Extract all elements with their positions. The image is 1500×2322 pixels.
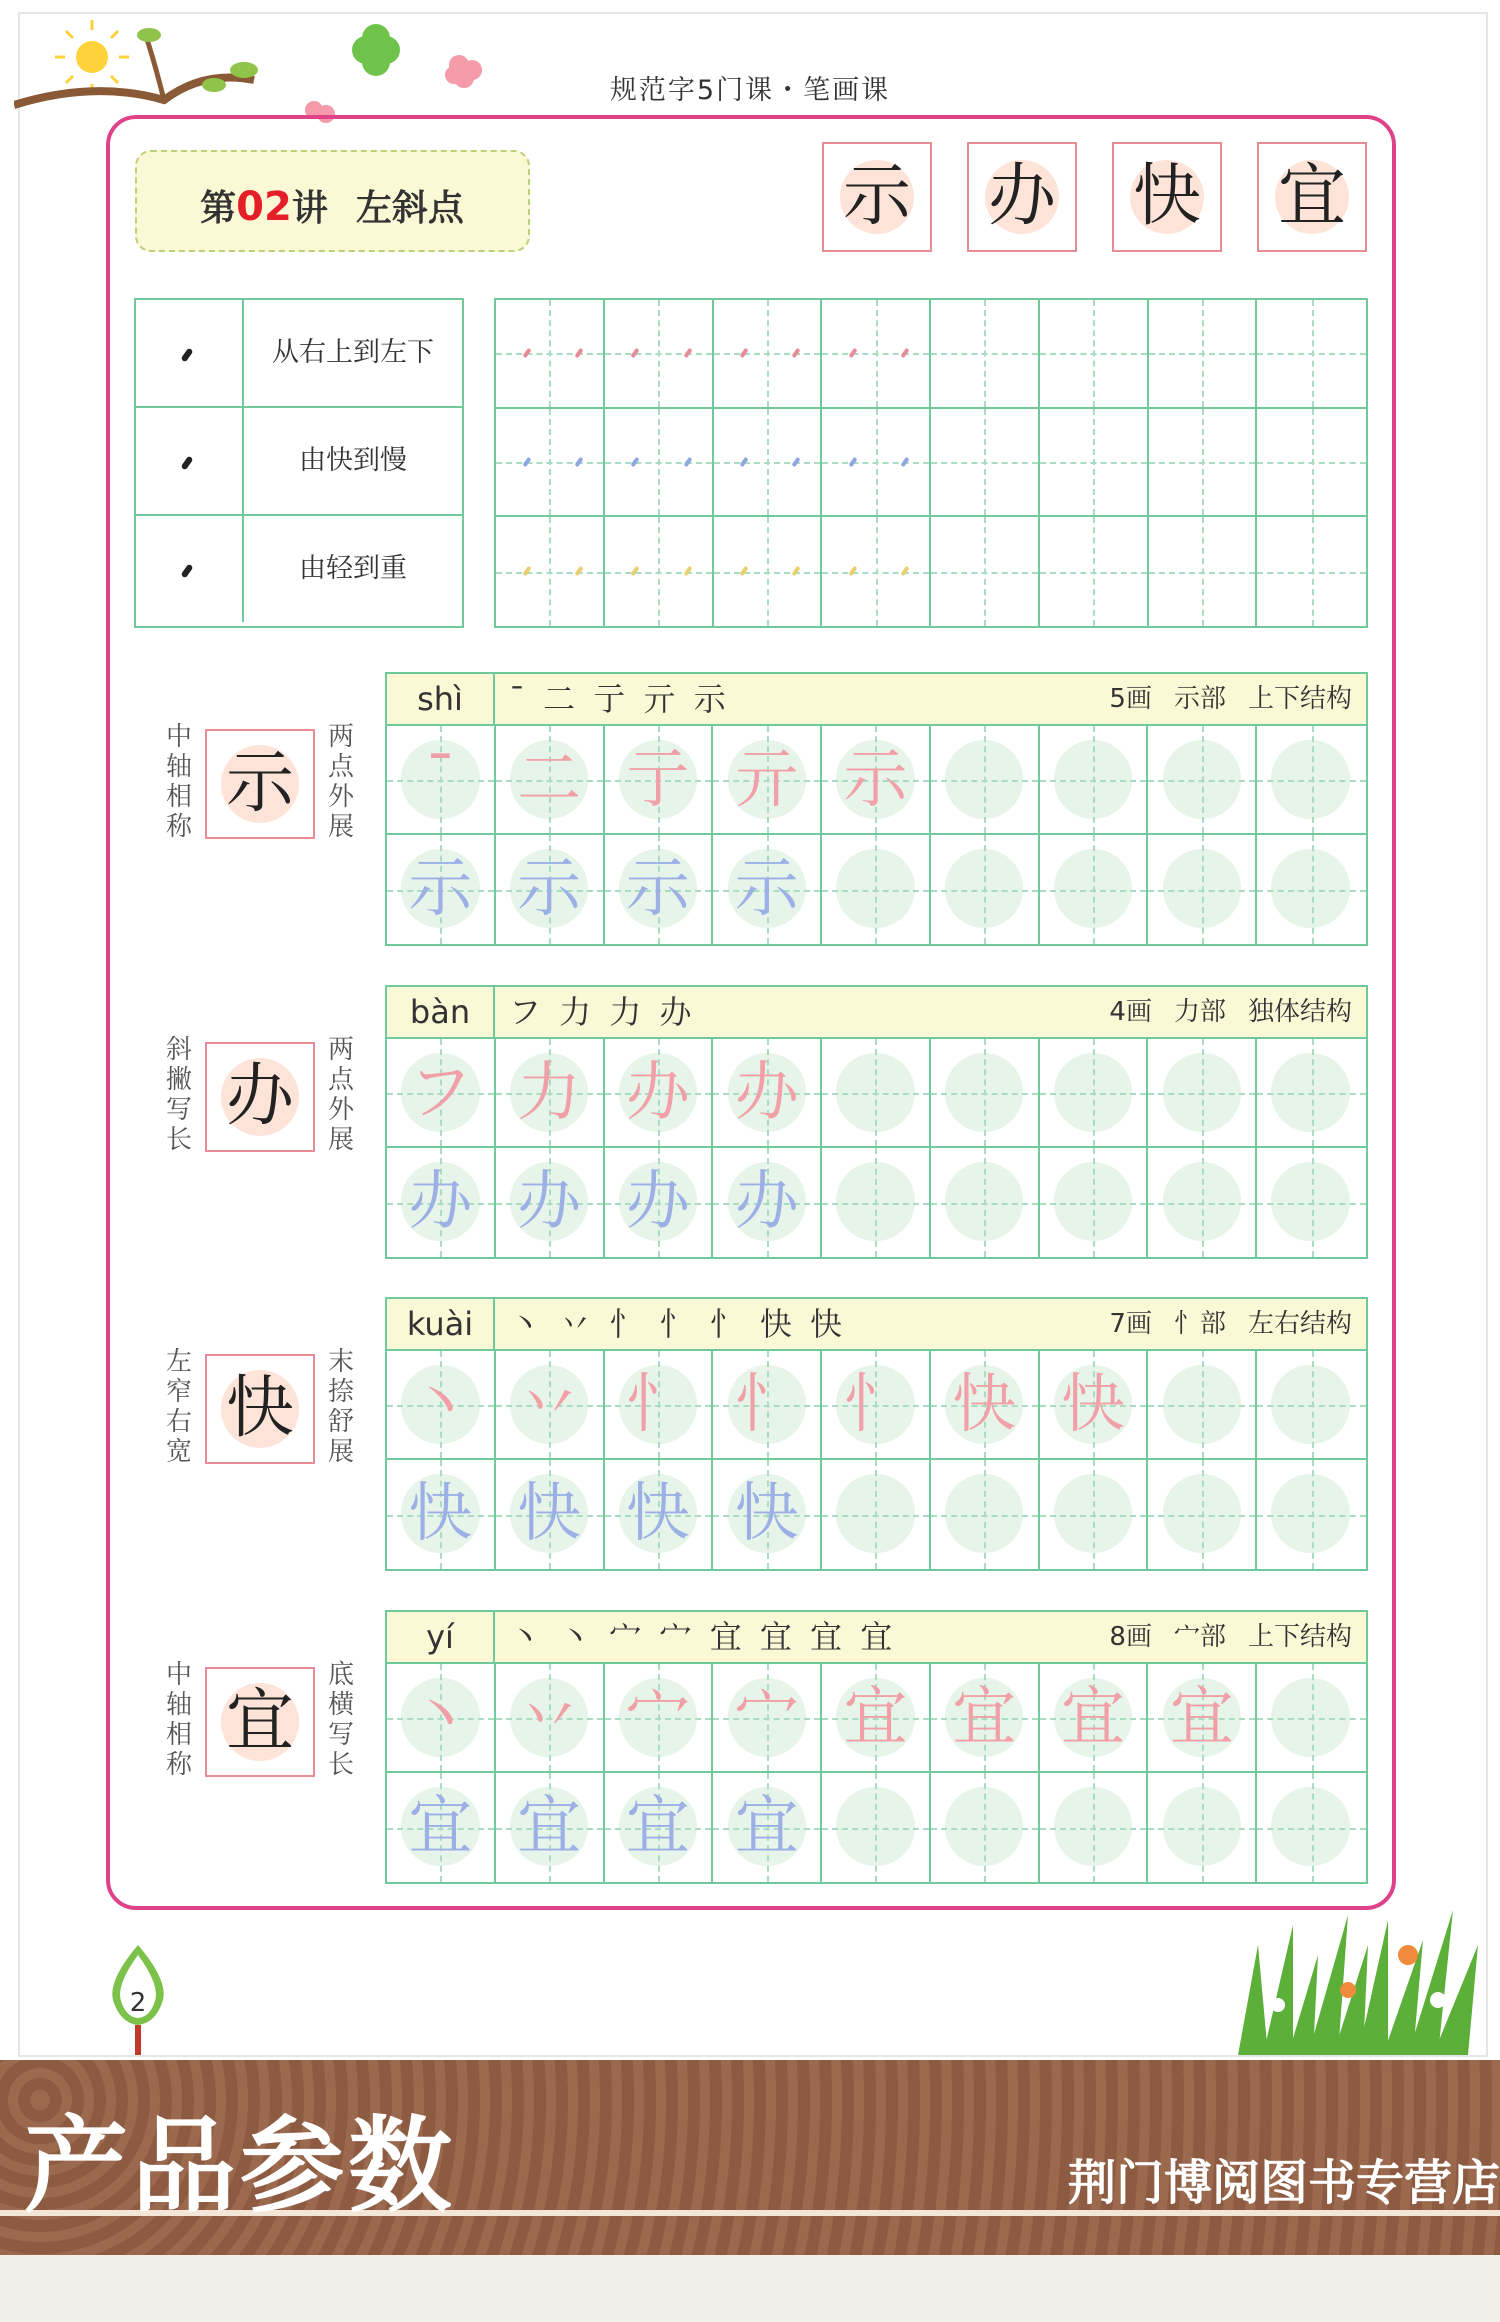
structure: 独体结构 <box>1247 997 1352 1027</box>
practice-cell[interactable] <box>822 726 931 835</box>
char-info-bar <box>385 1297 1368 1351</box>
trace-char: 丶 <box>408 1368 473 1442</box>
practice-cell[interactable] <box>1040 1351 1149 1460</box>
practice-cell[interactable] <box>605 1773 714 1882</box>
practice-cell[interactable] <box>1257 517 1366 626</box>
practice-cell[interactable] <box>931 1773 1040 1882</box>
trace-char: 快 <box>408 1477 473 1551</box>
practice-cell[interactable] <box>713 1148 822 1257</box>
practice-cell[interactable] <box>1149 409 1258 518</box>
practice-cell[interactable] <box>1257 835 1366 944</box>
practice-cell[interactable] <box>931 1039 1040 1148</box>
practice-cell[interactable] <box>1148 1039 1257 1148</box>
practice-cell[interactable] <box>496 1460 605 1569</box>
stroke-rule-row <box>136 516 462 624</box>
trace-stroke <box>522 565 531 575</box>
model-char: 宜 <box>225 1682 294 1761</box>
practice-cell[interactable] <box>1040 1148 1149 1257</box>
practice-cell[interactable] <box>1148 835 1257 944</box>
practice-cell[interactable] <box>822 1351 931 1460</box>
practice-cell[interactable] <box>605 517 714 626</box>
practice-cell[interactable] <box>387 1460 496 1569</box>
practice-cell[interactable] <box>1040 1460 1149 1569</box>
structure: 上下结构 <box>1247 684 1352 714</box>
trace-stroke <box>901 565 910 575</box>
trace-char: 力 <box>517 1056 582 1130</box>
trace-char: 快 <box>517 1477 582 1551</box>
practice-cell[interactable] <box>1149 300 1258 409</box>
stroke-count: 4画 <box>1109 997 1152 1027</box>
practice-cell[interactable] <box>387 1664 496 1773</box>
practice-cell[interactable] <box>605 1039 714 1148</box>
trace-stroke <box>574 565 583 575</box>
practice-cell[interactable] <box>931 835 1040 944</box>
practice-cell[interactable] <box>1148 1351 1257 1460</box>
example-char-box <box>1112 142 1222 252</box>
stroke-count: 8画 <box>1109 1622 1152 1652</box>
practice-cell[interactable] <box>1040 409 1149 518</box>
practice-cell[interactable] <box>822 409 931 518</box>
example-char-box <box>822 142 932 252</box>
practice-cell[interactable] <box>387 1039 496 1148</box>
tip-left: 中轴相称 <box>165 722 192 842</box>
practice-cell[interactable] <box>1257 726 1366 835</box>
practice-cell[interactable] <box>713 1039 822 1148</box>
practice-cell[interactable] <box>496 835 605 944</box>
example-char-box <box>967 142 1077 252</box>
trace-char: 宜 <box>1061 1681 1126 1755</box>
trace-char: 宀 <box>734 1681 799 1755</box>
tip-right: 两点外展 <box>327 1035 354 1155</box>
trace-stroke <box>683 565 692 575</box>
pinyin: shì <box>387 674 495 724</box>
trace-stroke <box>792 565 801 575</box>
trace-char: 宜 <box>517 1790 582 1864</box>
char-practice-grid[interactable] <box>385 1037 1368 1259</box>
pinyin: yí <box>387 1612 495 1662</box>
practice-cell[interactable] <box>1257 1460 1366 1569</box>
practice-cell[interactable] <box>822 1460 931 1569</box>
model-char-box <box>205 729 315 839</box>
practice-cell[interactable] <box>822 1148 931 1257</box>
trace-char: 示 <box>517 852 582 926</box>
trace-char: 亍 <box>625 743 690 817</box>
practice-cell[interactable] <box>1257 1039 1366 1148</box>
practice-cell[interactable] <box>713 1664 822 1773</box>
stroke-rule-row <box>136 300 462 408</box>
practice-cell[interactable] <box>605 300 714 409</box>
page-header: 规范字5门课・笔画课 <box>609 75 891 106</box>
trace-char: 办 <box>625 1056 690 1130</box>
trace-char: 丷 <box>517 1681 582 1755</box>
model-char: 快 <box>225 1369 294 1448</box>
practice-cell[interactable] <box>496 1773 605 1882</box>
char-practice-grid[interactable] <box>385 1349 1368 1571</box>
practice-cell[interactable] <box>605 1148 714 1257</box>
tip-right: 底横写长 <box>327 1660 354 1780</box>
trace-char: 丶 <box>408 1681 473 1755</box>
char-practice-grid[interactable] <box>385 724 1368 946</box>
tip-left: 左窄右宽 <box>165 1347 192 1467</box>
practice-cell[interactable] <box>387 1148 496 1257</box>
lesson-number: 02 <box>236 184 292 230</box>
practice-cell[interactable] <box>1148 1148 1257 1257</box>
stroke-order: ¯ 二 亍 亓 示 <box>509 680 730 718</box>
trace-char: 示 <box>843 743 908 817</box>
trace-char: 忄 <box>843 1368 908 1442</box>
practice-cell[interactable] <box>1148 726 1257 835</box>
practice-cell[interactable] <box>1040 835 1149 944</box>
model-char-box <box>205 1042 315 1152</box>
practice-cell[interactable] <box>496 1664 605 1773</box>
practice-cell[interactable] <box>822 1664 931 1773</box>
stroke-order: フ 力 力 办 <box>509 993 696 1031</box>
stroke-count: 5画 <box>1109 684 1152 714</box>
tip-left: 中轴相称 <box>165 1660 192 1780</box>
practice-cell[interactable] <box>605 1460 714 1569</box>
practice-cell[interactable] <box>1040 300 1149 409</box>
tip-left: 斜撇写长 <box>165 1035 192 1155</box>
trace-char: 宜 <box>952 1681 1017 1755</box>
structure: 左右结构 <box>1247 1309 1352 1339</box>
trace-char: 宜 <box>408 1790 473 1864</box>
practice-cell[interactable] <box>605 726 714 835</box>
practice-cell[interactable] <box>605 409 714 518</box>
practice-cell[interactable] <box>931 726 1040 835</box>
lesson-title-box <box>135 150 530 252</box>
practice-cell[interactable] <box>496 1351 605 1460</box>
trace-char: 快 <box>952 1368 1017 1442</box>
product-banner <box>0 2060 1500 2255</box>
practice-cell[interactable] <box>1040 1773 1149 1882</box>
practice-cell[interactable] <box>1149 517 1258 626</box>
practice-cell[interactable] <box>1257 1773 1366 1882</box>
practice-cell[interactable] <box>931 1460 1040 1569</box>
trace-char: フ <box>408 1056 473 1130</box>
lesson-suffix: 讲 <box>291 188 328 229</box>
lesson-label <box>137 180 527 231</box>
practice-cell[interactable] <box>387 726 496 835</box>
trace-char: 宜 <box>625 1790 690 1864</box>
trace-char: 忄 <box>734 1368 799 1442</box>
grass-decoration <box>1238 1905 1488 2055</box>
trace-stroke <box>631 565 640 575</box>
stroke-order: 丶 丷 忄 忄 忄 快 快 <box>509 1305 847 1343</box>
stroke-mark <box>136 408 244 514</box>
practice-cell[interactable] <box>1257 1351 1366 1460</box>
char-meta <box>1109 674 1352 724</box>
practice-cell[interactable] <box>714 300 823 409</box>
practice-cell[interactable] <box>713 1460 822 1569</box>
trace-char: 忄 <box>625 1368 690 1442</box>
tip-right: 两点外展 <box>327 722 354 842</box>
trace-char: 宜 <box>843 1681 908 1755</box>
trace-char: 办 <box>625 1165 690 1239</box>
practice-cell[interactable] <box>1148 1664 1257 1773</box>
trace-char: 办 <box>408 1165 473 1239</box>
practice-cell[interactable] <box>931 300 1040 409</box>
practice-cell[interactable] <box>387 1773 496 1882</box>
trace-char: 示 <box>625 852 690 926</box>
practice-cell[interactable] <box>822 517 931 626</box>
trace-char: ¯ <box>424 743 457 817</box>
trace-char: 二 <box>517 743 582 817</box>
radical: 示部 <box>1173 684 1226 714</box>
tip-right: 末捺舒展 <box>327 1347 354 1467</box>
char-info-bar <box>385 672 1368 726</box>
model-char-box <box>205 1667 315 1777</box>
practice-cell[interactable] <box>1040 726 1149 835</box>
trace-char: 办 <box>734 1056 799 1130</box>
trace-char: 办 <box>517 1165 582 1239</box>
practice-cell[interactable] <box>1257 409 1366 518</box>
model-char: 示 <box>225 744 294 823</box>
practice-cell[interactable] <box>931 1664 1040 1773</box>
radical: 忄部 <box>1173 1309 1226 1339</box>
banner-title: 产品参数 <box>24 2105 457 2227</box>
practice-cell[interactable] <box>387 835 496 944</box>
practice-cell[interactable] <box>1148 1460 1257 1569</box>
stroke-order: 丶 丶 宀 宀 宜 宜 宜 宜 <box>509 1618 897 1656</box>
structure: 上下结构 <box>1247 1622 1352 1652</box>
char-meta <box>1109 987 1352 1037</box>
example-char: 宜 <box>1277 157 1346 236</box>
char-practice-grid[interactable] <box>385 1662 1368 1884</box>
practice-cell[interactable] <box>1257 1664 1366 1773</box>
practice-cell[interactable] <box>931 409 1040 518</box>
trace-char: 亓 <box>734 743 799 817</box>
practice-cell[interactable] <box>1257 1148 1366 1257</box>
lesson-prefix: 第 <box>200 188 237 229</box>
trace-char: 快 <box>625 1477 690 1551</box>
practice-cell[interactable] <box>1040 1664 1149 1773</box>
radical: 宀部 <box>1173 1622 1226 1652</box>
trace-char: 示 <box>734 852 799 926</box>
model-char: 办 <box>225 1057 294 1136</box>
stroke-mark <box>136 516 244 622</box>
pinyin: kuài <box>387 1299 495 1349</box>
trace-char: 快 <box>734 1477 799 1551</box>
practice-cell[interactable] <box>496 726 605 835</box>
example-char: 快 <box>1132 157 1201 236</box>
practice-cell[interactable] <box>605 1351 714 1460</box>
trace-char: 宀 <box>625 1681 690 1755</box>
practice-cell[interactable] <box>822 1773 931 1882</box>
stroke-rules-table <box>134 298 464 628</box>
practice-cell[interactable] <box>931 1148 1040 1257</box>
practice-cell[interactable] <box>496 1148 605 1257</box>
trace-char: 宜 <box>1169 1681 1234 1755</box>
practice-cell[interactable] <box>822 300 931 409</box>
pinyin: bàn <box>387 987 495 1037</box>
trace-char: 丷 <box>517 1368 582 1442</box>
practice-cell[interactable] <box>822 1039 931 1148</box>
shop-name: 荆门博阅图书专营店 <box>1067 2155 1500 2211</box>
model-char-box <box>205 1354 315 1464</box>
practice-cell[interactable] <box>496 409 605 518</box>
char-info-bar <box>385 985 1368 1039</box>
trace-char: 快 <box>1061 1368 1126 1442</box>
practice-cell[interactable] <box>713 835 822 944</box>
practice-cell[interactable] <box>1040 1039 1149 1148</box>
stroke-count: 7画 <box>1109 1309 1152 1339</box>
practice-cell[interactable] <box>714 409 823 518</box>
stroke-practice-grid[interactable] <box>494 298 1368 628</box>
lesson-name: 左斜点 <box>355 188 464 229</box>
stroke-mark <box>136 300 244 406</box>
practice-cell[interactable] <box>1257 300 1366 409</box>
trace-char: 办 <box>734 1165 799 1239</box>
stroke-rule-text: 由轻到重 <box>299 553 407 584</box>
trace-char: 示 <box>408 852 473 926</box>
practice-cell[interactable] <box>822 835 931 944</box>
page-number: 2 <box>129 1988 147 2018</box>
practice-cell[interactable] <box>714 517 823 626</box>
char-info-bar <box>385 1610 1368 1664</box>
trace-char: 宜 <box>734 1790 799 1864</box>
stroke-rule-text: 由快到慢 <box>299 445 407 476</box>
example-char-box <box>1257 142 1367 252</box>
stroke-rule-row <box>136 408 462 516</box>
practice-cell[interactable] <box>713 1773 822 1882</box>
practice-cell[interactable] <box>1148 1773 1257 1882</box>
practice-cell[interactable] <box>496 517 605 626</box>
practice-cell[interactable] <box>713 726 822 835</box>
trace-stroke <box>848 565 857 575</box>
practice-cell[interactable] <box>1040 517 1149 626</box>
example-char: 示 <box>842 157 911 236</box>
practice-cell[interactable] <box>496 300 605 409</box>
practice-cell[interactable] <box>931 517 1040 626</box>
example-char: 办 <box>987 157 1056 236</box>
stroke-rule-text: 从右上到左下 <box>272 337 434 368</box>
practice-cell[interactable] <box>605 1664 714 1773</box>
practice-cell[interactable] <box>931 1351 1040 1460</box>
trace-stroke <box>740 565 749 575</box>
char-meta <box>1109 1612 1352 1662</box>
practice-cell[interactable] <box>605 835 714 944</box>
practice-cell[interactable] <box>713 1351 822 1460</box>
radical: 力部 <box>1173 997 1226 1027</box>
practice-cell[interactable] <box>387 1351 496 1460</box>
practice-cell[interactable] <box>496 1039 605 1148</box>
char-meta <box>1109 1299 1352 1349</box>
bottom-strip <box>0 2255 1500 2322</box>
